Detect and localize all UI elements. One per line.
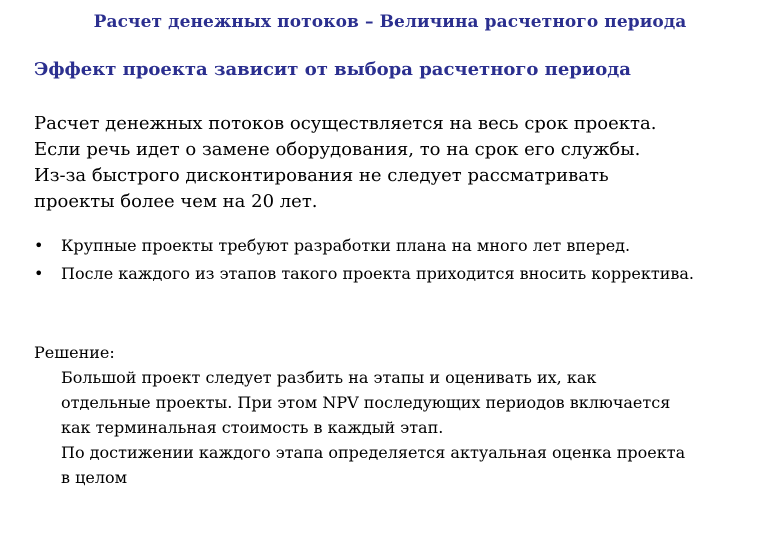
solution-line: как терминальная стоимость в каждый этап. bbox=[61, 418, 444, 437]
bullet-text: Крупные проекты требуют разработки плана на много лет вперед. bbox=[61, 236, 631, 255]
solution-line: По достижении каждого этапа определяется актуальная оценка проекта bbox=[61, 443, 686, 462]
intro-line: Если речь идет о замене оборудования, то на срок его службы. bbox=[34, 139, 641, 160]
section-subtitle: Эффект проекта зависит от выбора расчетного периода bbox=[34, 59, 631, 80]
intro-paragraph bbox=[34, 111, 754, 215]
intro-line: Расчет денежных потоков осуществляется на весь срок проекта. bbox=[34, 113, 657, 134]
intro-line: проекты более чем на 20 лет. bbox=[34, 191, 318, 212]
bullet-item bbox=[34, 262, 754, 286]
bullet-icon: • bbox=[34, 264, 44, 283]
bullet-item bbox=[34, 234, 754, 258]
solution-block bbox=[34, 340, 754, 490]
intro-line: Из-за быстрого дисконтирования не следует рассматривать bbox=[34, 165, 609, 186]
solution-body bbox=[34, 365, 754, 490]
bullet-list bbox=[34, 234, 754, 290]
bullet-icon: • bbox=[34, 236, 44, 255]
slide-title: Расчет денежных потоков – Величина расчетного периода bbox=[93, 12, 687, 32]
solution-line: в целом bbox=[61, 468, 128, 487]
bullet-text: После каждого из этапов такого проекта приходится вносить корректива. bbox=[61, 264, 694, 283]
solution-label: Решение: bbox=[34, 343, 115, 362]
solution-line: Большой проект следует разбить на этапы и оценивать их, как bbox=[61, 368, 597, 387]
solution-line: отдельные проекты. При этом NPV последующих периодов включается bbox=[61, 393, 671, 412]
